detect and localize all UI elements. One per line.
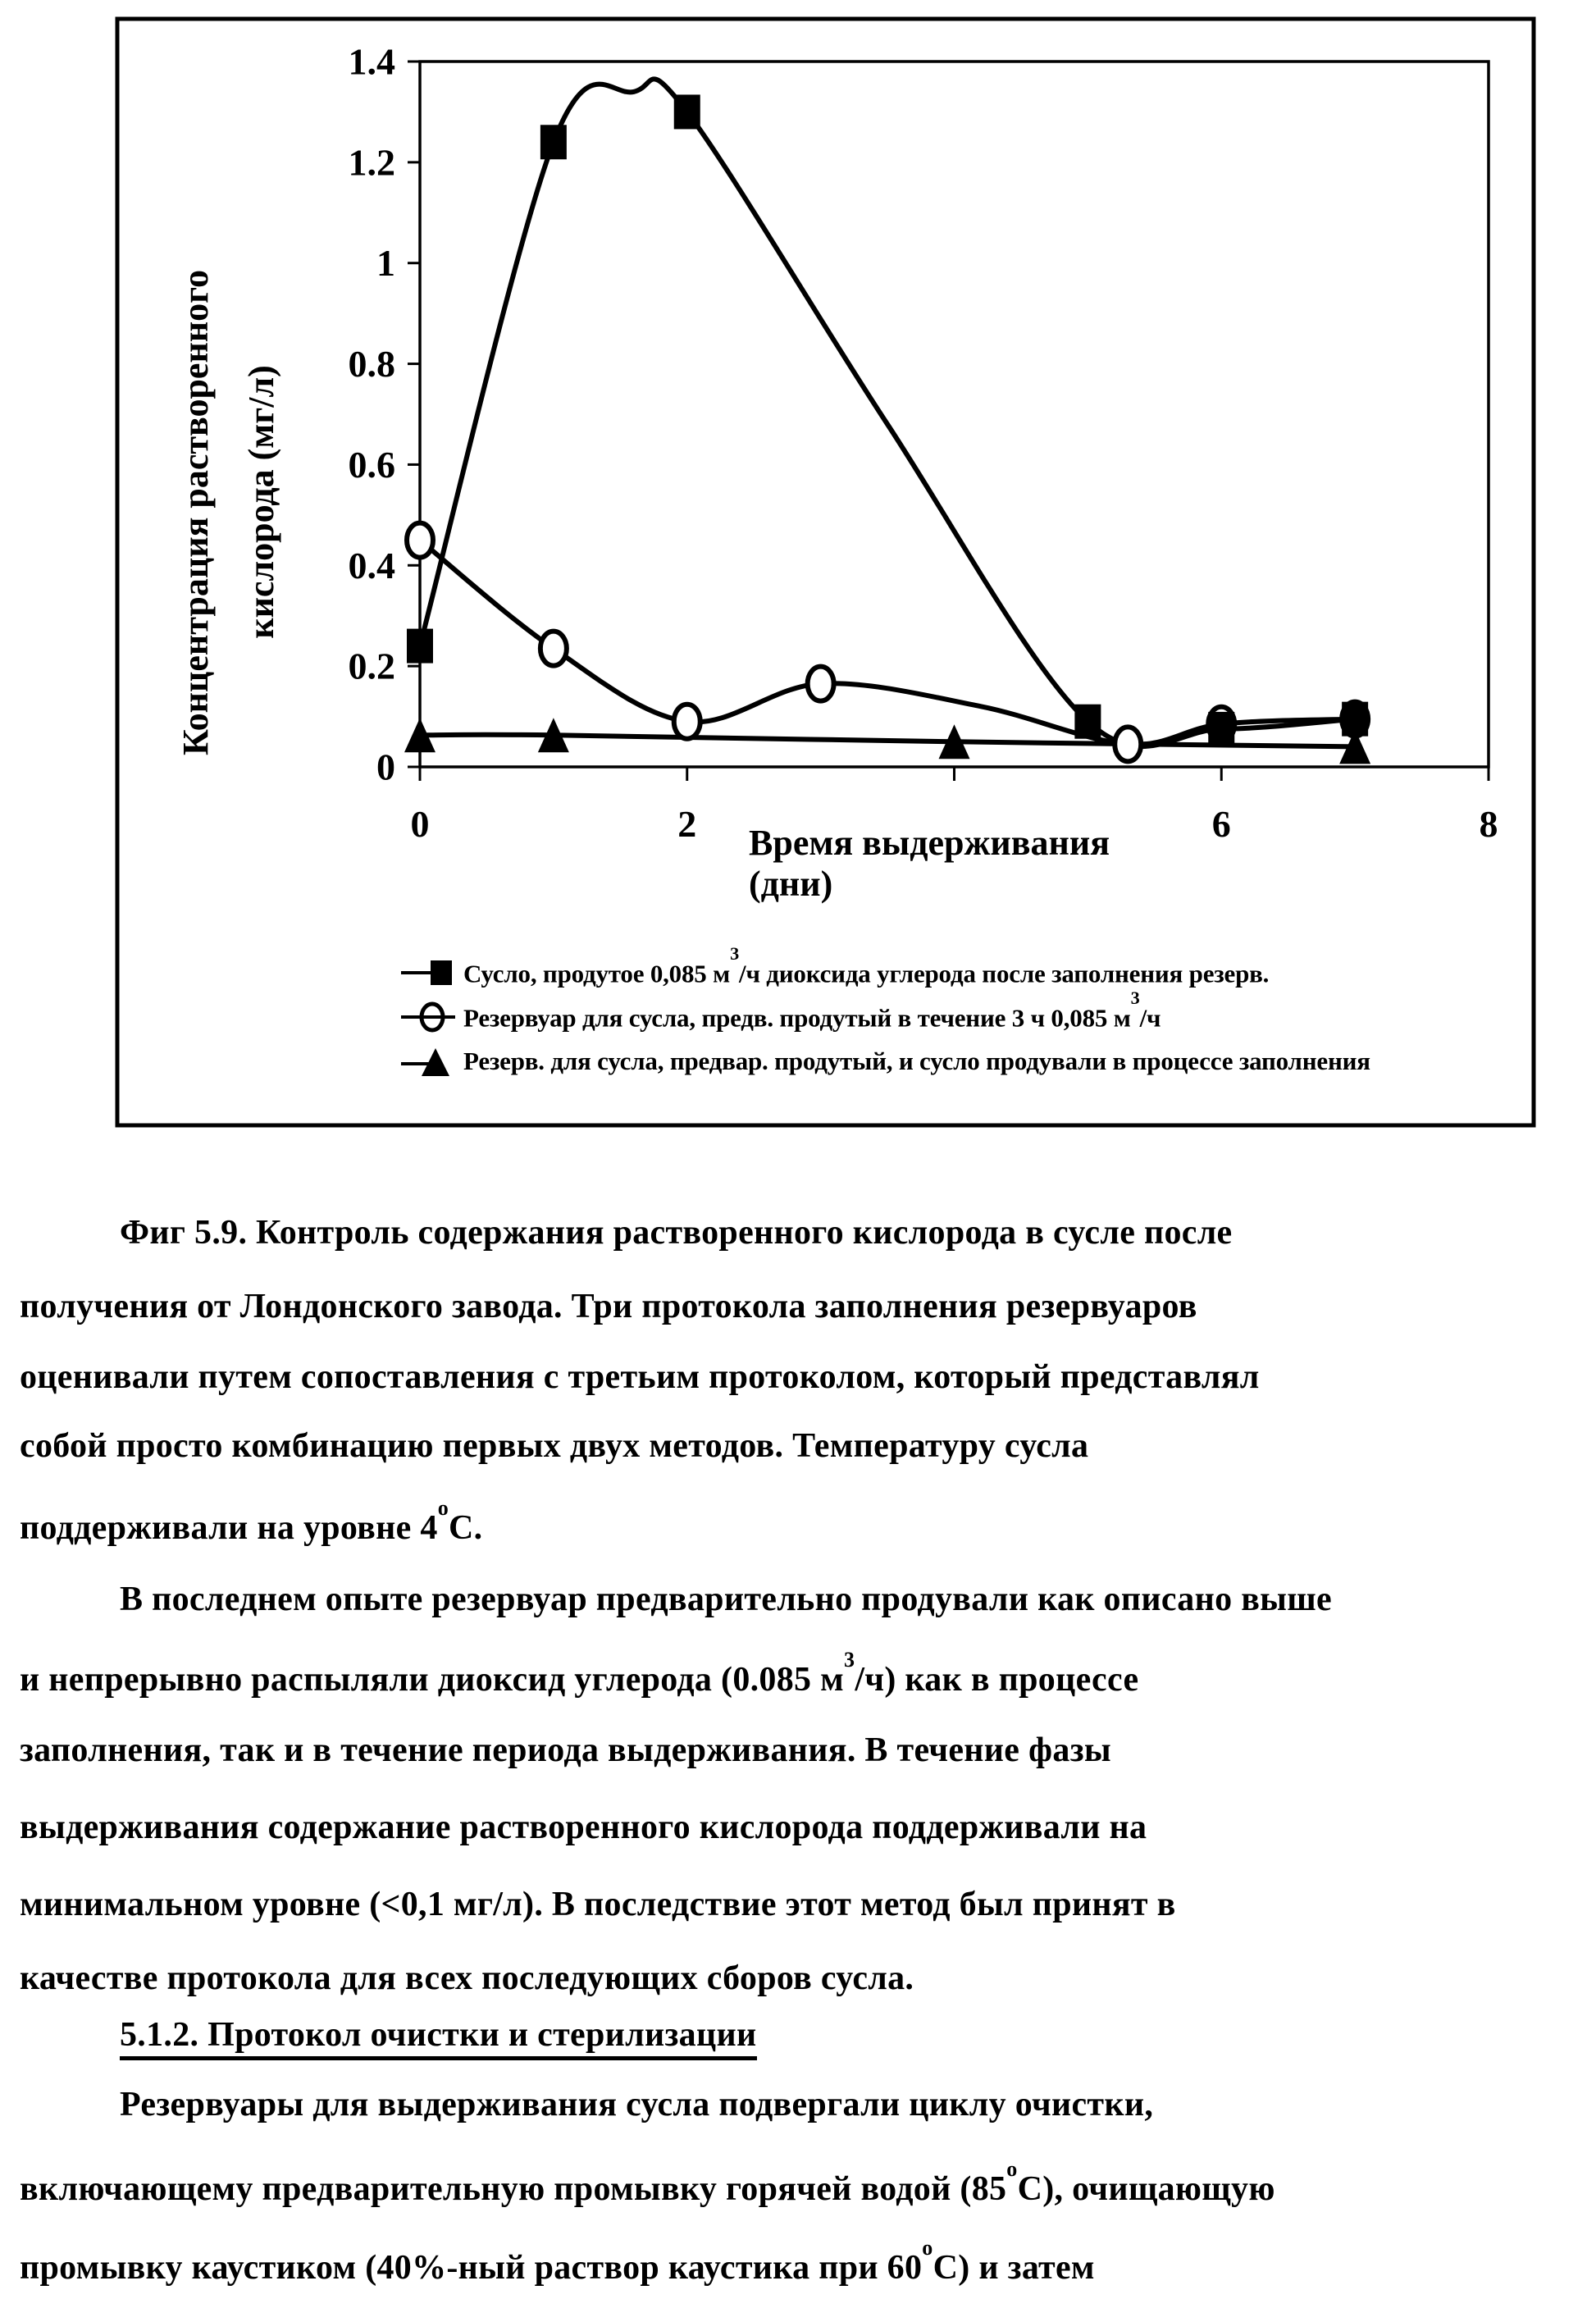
y-tick-label: 1	[376, 242, 395, 285]
text-line: получения от Лондонского завода. Три протокола заполнения резервуаров	[20, 1288, 1197, 1325]
text-line: и непрерывно распыляли диоксид углерода (0.085 $м^3/ч$) как в процессе	[20, 1647, 1139, 1699]
square-marker	[1208, 712, 1234, 746]
circle-marker	[407, 523, 433, 558]
circle-marker	[540, 632, 567, 666]
x-tick-label: 8	[1479, 803, 1498, 845]
circle-marker	[674, 705, 700, 739]
y-tick-label: 0.8	[348, 343, 395, 385]
legend-label: Резерв. для сусла, предвар. продутый, и сусло продували в процессе заполнения	[463, 1047, 1370, 1075]
x-axis-title-line2: (дни)	[749, 864, 833, 904]
legend-item-wort-sparged-after-fill	[399, 942, 1270, 991]
y-tick-label: 1.4	[348, 40, 395, 83]
y-tick-label: 0	[376, 746, 395, 788]
legend-filled-square-marker-icon	[399, 955, 457, 991]
y-tick-label: 1.2	[348, 141, 395, 184]
y-axis-title-line2: кислорода (мг/л)	[241, 365, 281, 639]
text-line: промывку каустиком (40%-ный раствор каустика при $60^оС$) и затем	[20, 2235, 1095, 2287]
legend-item-tank-presparged-and-wort-sparged	[399, 1043, 1370, 1079]
text-line: минимальном уровне (<0,1 мг/л). В последствие этот метод был принят в	[20, 1886, 1176, 1923]
text-line: выдерживания содержание растворенного кислорода поддерживали на	[20, 1809, 1147, 1846]
legend-open-circle-marker-icon	[399, 999, 457, 1035]
circle-marker	[1115, 727, 1141, 761]
plot-area-box	[420, 62, 1489, 767]
y-tick-label: 0.4	[348, 544, 395, 586]
text-line: поддерживали на уровне $4^оС$.	[20, 1495, 483, 1547]
x-tick-label: 2	[677, 803, 697, 845]
text-line: заполнения, так и в течение периода выдерживания. В течение фазы	[20, 1731, 1111, 1769]
y-tick-label: 0.6	[348, 443, 395, 486]
text-line: собой просто комбинацию первых двух методов. Температуру сусла	[20, 1427, 1089, 1465]
x-axis-title-line1: Время выдерживания	[749, 823, 1110, 863]
legend-filled-triangle-marker-icon	[399, 1043, 457, 1079]
text-line: Фиг 5.9. Контроль содержания растворенного кислорода в сусле после	[120, 1214, 1233, 1252]
y-axis-title-line1: Концентрация растворенного	[176, 269, 216, 756]
square-marker	[1342, 702, 1368, 737]
legend-label: Сусло, продутое 0,085 $м^3/ч$ диоксида углерода после заполнения резерв.	[463, 942, 1270, 988]
circle-marker	[808, 667, 834, 701]
legend-item-tank-presparged-3h	[399, 987, 1161, 1035]
square-marker	[407, 629, 433, 664]
square-marker	[674, 94, 700, 129]
text-line: качестве протокола для всех последующих сборов сусла.	[20, 1959, 914, 1997]
y-tick-label: 0.2	[348, 645, 395, 687]
x-tick-label: 6	[1211, 803, 1231, 845]
data-series	[404, 79, 1370, 764]
text-line: В последнем опыте резервуар предварительно продували как описано выше	[120, 1581, 1332, 1618]
square-marker	[1074, 705, 1101, 739]
x-tick-label: 0	[410, 803, 430, 845]
text-line: Резервуары для выдерживания сусла подвергали циклу очистки,	[120, 2086, 1154, 2123]
section-heading: 5.1.2. Протокол очистки и стерилизации	[120, 2012, 757, 2058]
text-line: включающему предварительную промывку горячей водой $(85^оС)$, очищающую	[20, 2156, 1275, 2208]
text-line: оценивали путем сопоставления с третьим протоколом, который представлял	[20, 1358, 1260, 1396]
legend-label: Резервуар для сусла, предв. продутый в течение 3 ч 0,085 $м^3/ч$	[463, 987, 1161, 1033]
square-marker	[540, 125, 567, 159]
